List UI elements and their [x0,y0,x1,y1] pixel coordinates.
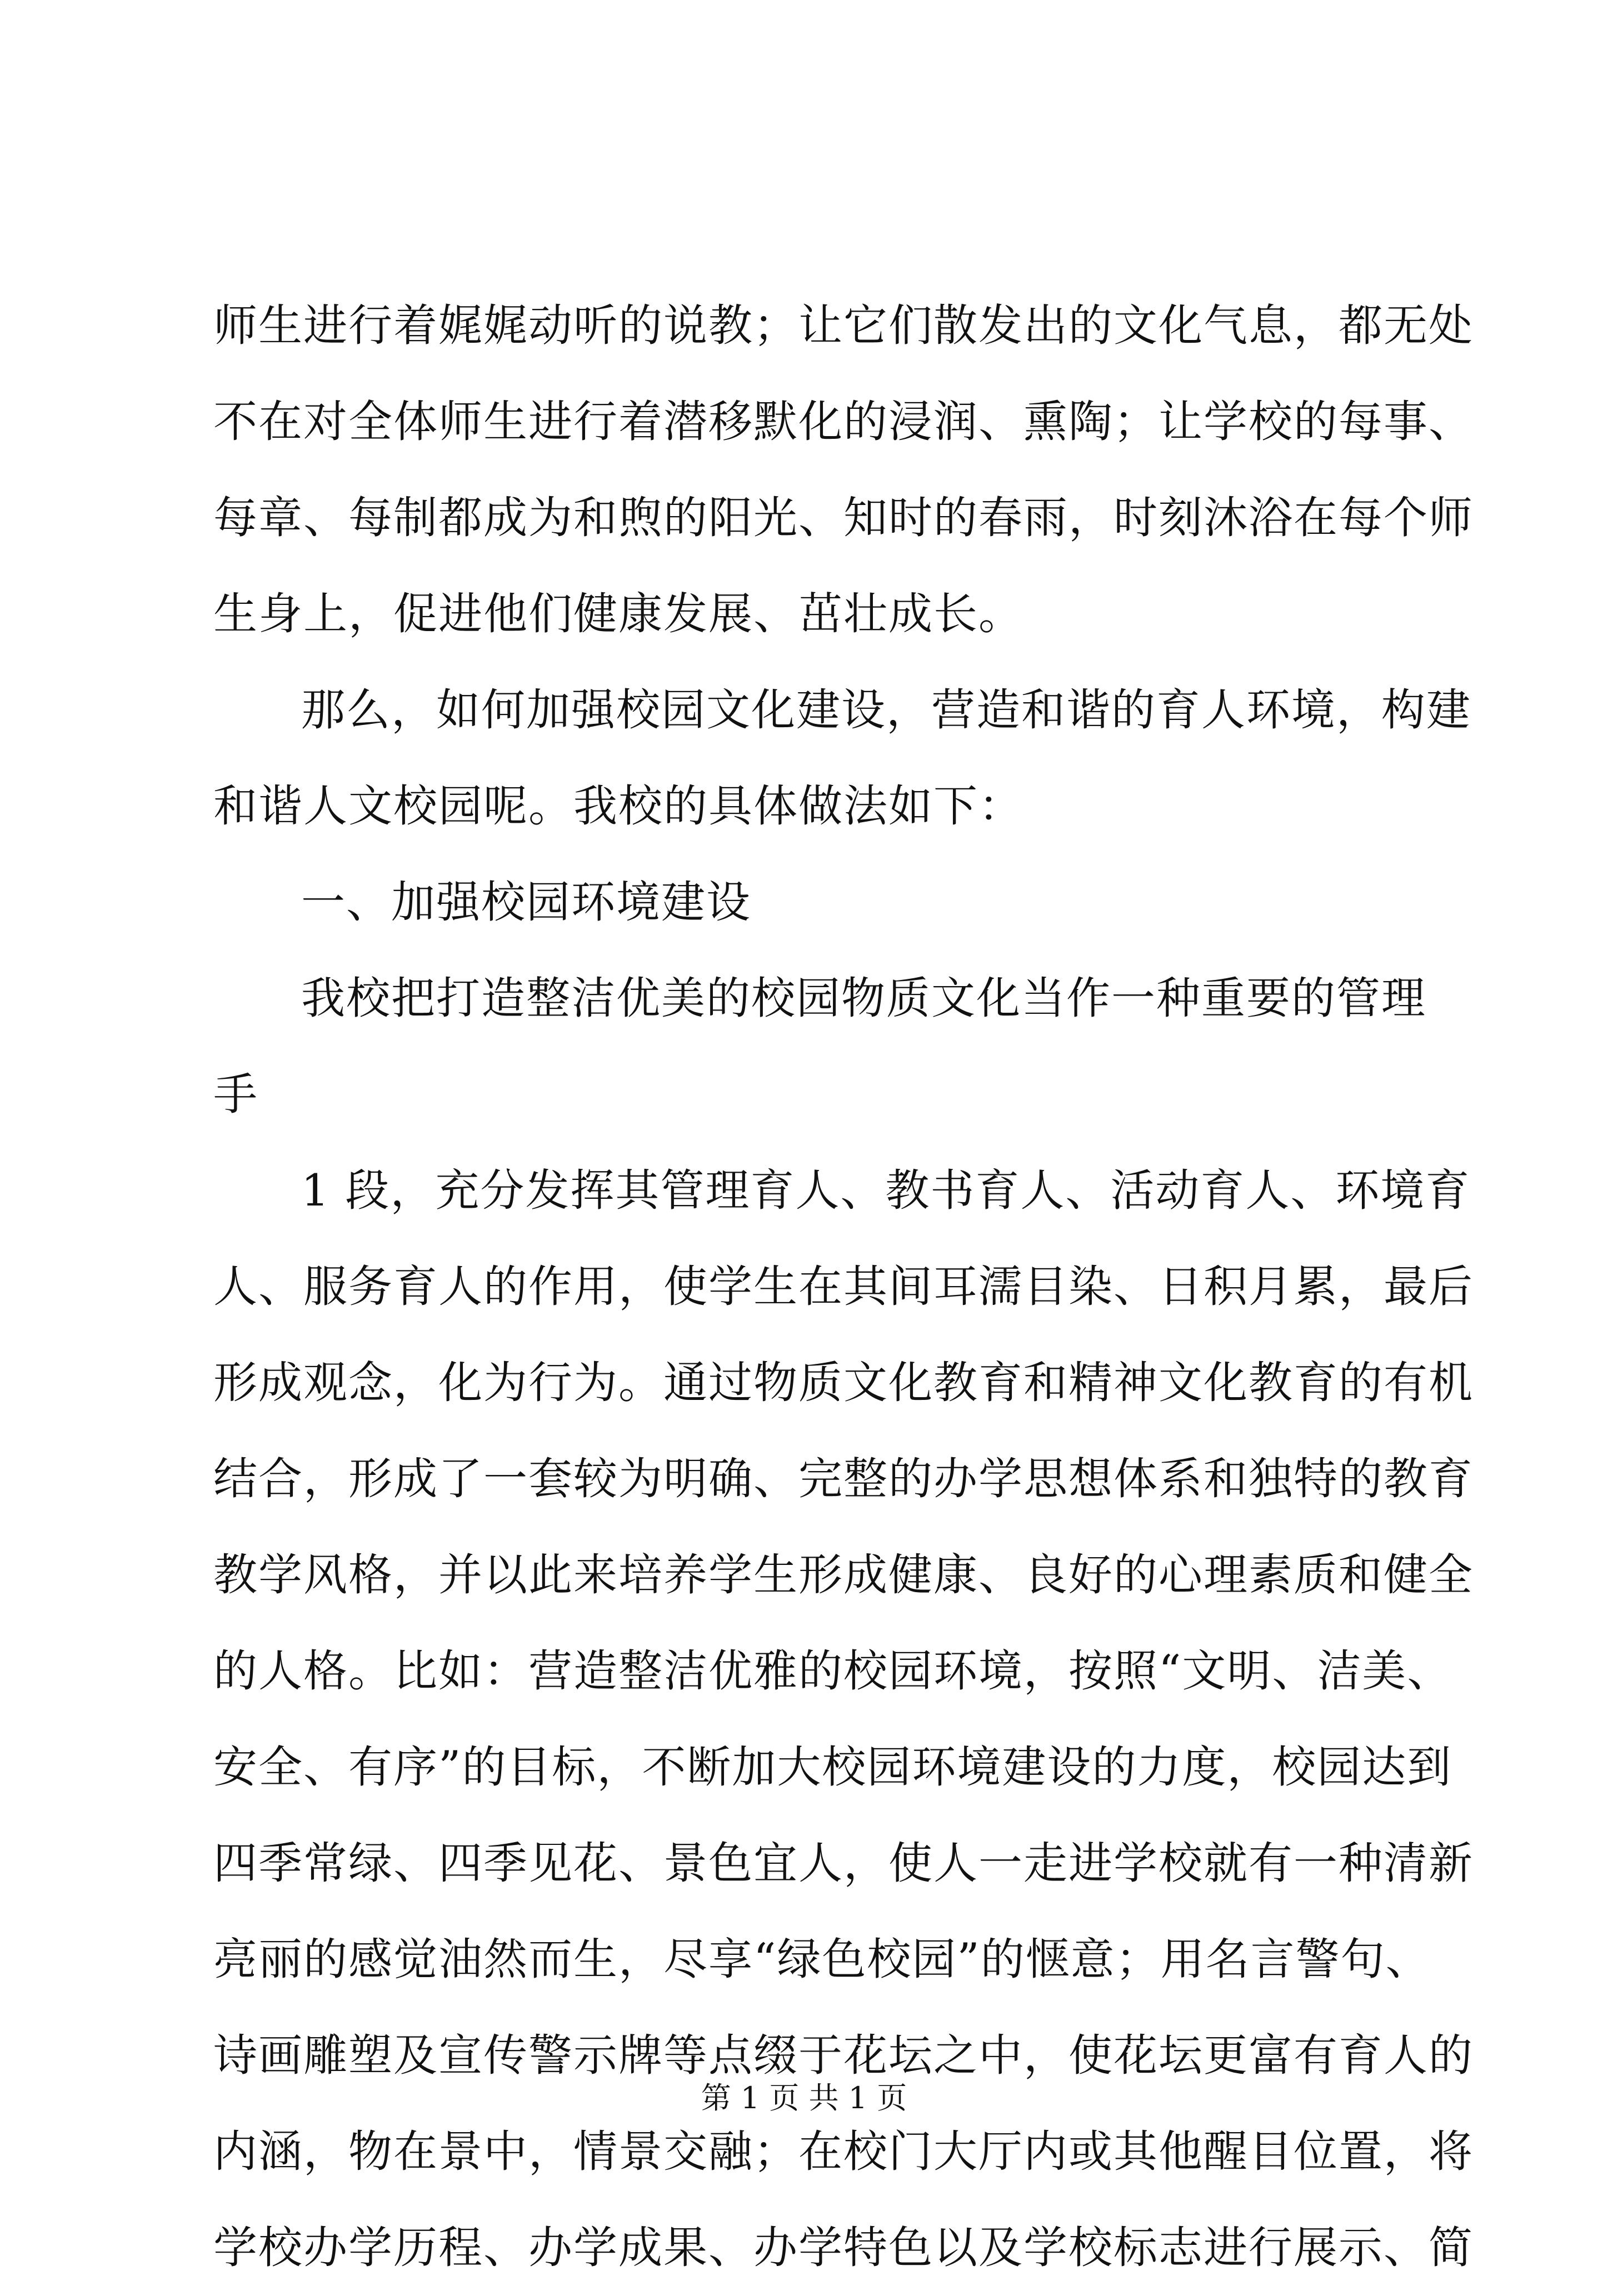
text-line: 每章、每制都成为和煦的阳光、知时的春雨，时刻沐浴在每个师 [213,492,1474,543]
text-line: 学校办学历程、办学成果、办学特色以及学校标志进行展示、简 [213,2222,1474,2273]
text-line: 我校把打造整洁优美的校园物质文化当作一种重要的管理 [301,973,1426,1024]
text-line: 的人格。比如：营造整洁优雅的校园环境，按照“文明、洁美、 [213,1645,1452,1697]
text-line: 和谐人文校园呢。我校的具体做法如下： [213,781,1023,832]
text-line: 安全、有序”的目标，不断加大校园环境建设的力度，校园达到 [213,1742,1452,1793]
text-line: 四季常绿、四季见花、景色宜人，使人一走进学校就有一种清新 [213,1838,1474,1889]
page-footer: 第 1 页 共 1 页 [701,2080,907,2115]
document-body [213,278,1474,2296]
text-line: 师生进行着娓娓动听的说教；让它们散发出的文化气息，都无处 [213,300,1474,351]
text-line: 一、加强校园环境建设 [301,877,751,928]
text-line: 生身上，促进他们健康发展、茁壮成长。 [213,588,1023,639]
text-line: 那么，如何加强校园文化建设，营造和谐的育人环境，构建 [301,684,1471,736]
text-line: 内涵，物在景中，情景交融；在校门大厅内或其他醒目位置，将 [213,2126,1474,2177]
text-line: 结合，形成了一套较为明确、完整的办学思想体系和独特的教育 [213,1453,1474,1504]
text-line: 教学风格，并以此来培养学生形成健康、良好的心理素质和健全 [213,1549,1474,1600]
text-line: 手 [213,1069,258,1120]
text-line: 诗画雕塑及宣传警示牌等点缀于花坛之中，使花坛更富有育人的 [213,2030,1474,2081]
text-line: 亮丽的感觉油然而生，尽享“绿色校园”的惬意；用名言警句、 [213,1934,1431,1985]
text-line: 不在对全体师生进行着潜移默化的浸润、熏陶；让学校的每事、 [213,396,1474,447]
text-line: 1 段，充分发挥其管理育人、教书育人、活动育人、环境育 [301,1165,1471,1216]
text-line: 形成观念，化为行为。通过物质文化教育和精神文化教育的有机 [213,1357,1474,1408]
text-line: 人、服务育人的作用，使学生在其间耳濡目染、日积月累，最后 [213,1261,1474,1312]
